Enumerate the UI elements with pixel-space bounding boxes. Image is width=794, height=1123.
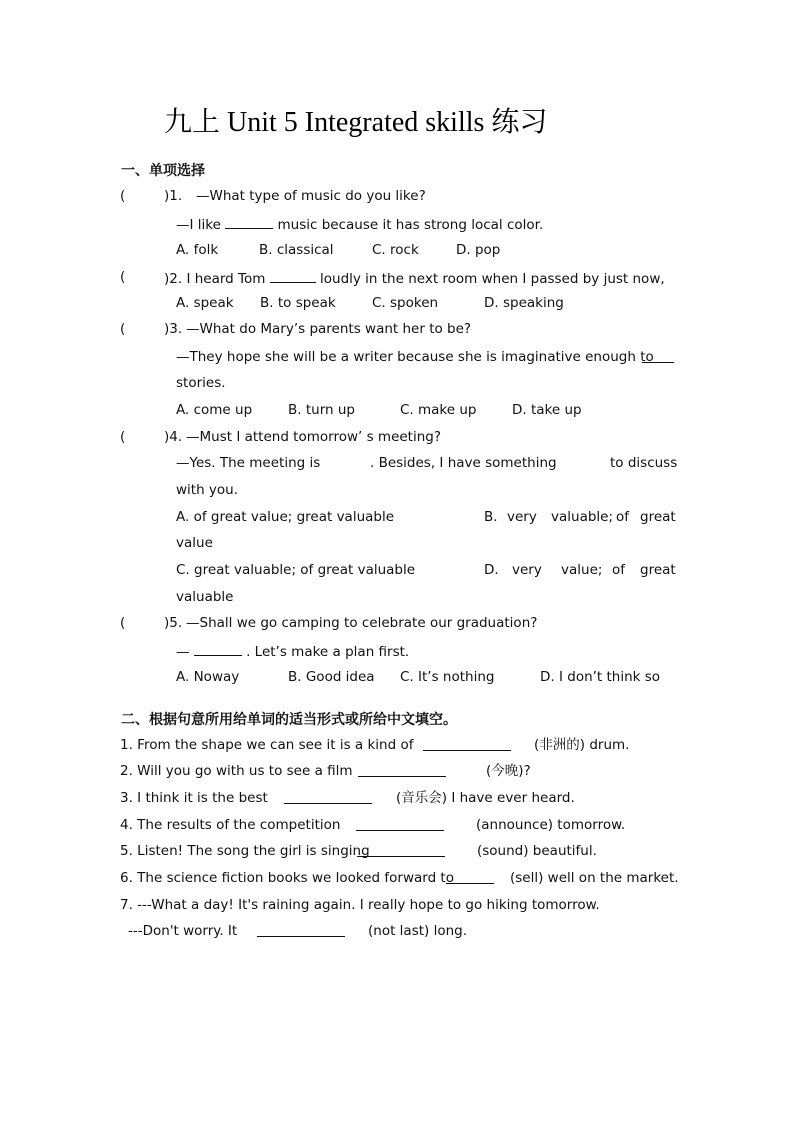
fill-item-3-hint: (音乐会) I have ever heard.	[396, 790, 575, 806]
q4-option-d-cont: valuable	[176, 589, 234, 605]
q1-line2	[176, 215, 543, 233]
q1-option-b: B. classical	[259, 242, 334, 258]
q3-answer-blank[interactable]	[642, 362, 674, 363]
q4-option-d-d: D.	[484, 562, 499, 578]
q1-option-a: A. folk	[176, 242, 219, 258]
q4-option-b-great: great	[640, 509, 676, 525]
fill-item-3-blank[interactable]	[284, 803, 372, 804]
q5-answer-blank[interactable]	[194, 642, 242, 656]
q5-paren: (	[120, 615, 126, 631]
q2-line	[164, 269, 665, 287]
q5-number: )5.	[164, 615, 183, 631]
fill-item-7-text: 7. ---What a day! It's raining again. I really hope to go hiking tomorrow.	[120, 897, 600, 913]
q1-number: )1.	[164, 188, 183, 204]
q4-line2-b: . Besides, I have something	[370, 455, 557, 471]
q1-option-d: D. pop	[456, 242, 501, 258]
q5-option-b: B. Good idea	[288, 669, 375, 685]
q1-option-c: C. rock	[372, 242, 419, 258]
q4-option-d-value: value;	[561, 562, 603, 578]
fill-item-5-text: 5. Listen! The song the girl is singing	[120, 843, 370, 859]
fill-item-1-blank[interactable]	[423, 750, 511, 751]
q4-line3: with you.	[176, 482, 239, 498]
q5-line2-after: . Let’s make a plan first.	[246, 644, 410, 660]
fill-item-6-blank[interactable]	[446, 883, 494, 884]
q4-option-d-great: great	[640, 562, 676, 578]
q3-number: )3.	[164, 321, 183, 337]
q1-paren: (	[120, 188, 126, 204]
q5-dash: —	[176, 644, 190, 660]
page-title: 九上 Unit 5 Integrated skills 练习	[164, 107, 548, 138]
q2-option-d: D. speaking	[484, 295, 564, 311]
q4-option-b-of: of	[616, 509, 630, 525]
fill-item-4-text: 4. The results of the competition	[120, 817, 341, 833]
q5-option-c: C. It’s nothing	[400, 669, 495, 685]
q2-paren: (	[120, 269, 126, 285]
q1-line2-after: music because it has strong local color.	[277, 217, 544, 233]
q4-stem: —Must I attend tomorrow’ s meeting?	[186, 429, 442, 445]
q2-option-a: A. speak	[176, 295, 234, 311]
q3-option-d: D. take up	[512, 402, 582, 418]
q4-paren: (	[120, 429, 126, 445]
q4-option-a: A. of great value; great valuable	[176, 509, 395, 525]
q2-number: )2.	[164, 271, 183, 287]
q4-option-b-b: B.	[484, 509, 498, 525]
q3-line3: stories.	[176, 375, 226, 391]
q2-answer-blank[interactable]	[270, 269, 316, 283]
q3-option-c: C. make up	[400, 402, 477, 418]
fill-item-7-hint: (not last) long.	[368, 923, 468, 939]
q3-line2: —They hope she will be a writer because she is imaginative enough to	[176, 349, 654, 365]
fill-item-2-hint: (今晚)?	[486, 763, 531, 779]
q3-paren: (	[120, 321, 126, 337]
q2-option-c: C. spoken	[372, 295, 439, 311]
q3-stem: —What do Mary’s parents want her to be?	[186, 321, 472, 337]
fill-item-6-text: 6. The science fiction books we looked forward to	[120, 870, 454, 886]
fill-item-2-blank[interactable]	[358, 776, 446, 777]
section-1-heading: 一、单项选择	[121, 163, 205, 179]
q1-answer-blank[interactable]	[225, 215, 273, 229]
fill-item-6-hint: (sell) well on the market.	[510, 870, 679, 886]
q1-line2-before: —I like	[176, 217, 221, 233]
q3-option-a: A. come up	[176, 402, 253, 418]
q4-line2-c: to discuss	[610, 455, 678, 471]
q4-option-b-valuable: valuable;	[551, 509, 614, 525]
q4-option-c: C. great valuable; of great valuable	[176, 562, 416, 578]
section-2-heading: 二、根据句意所用给单词的适当形式或所给中文填空。	[121, 712, 457, 728]
q4-option-b-cont: value	[176, 535, 213, 551]
q2-option-b: B. to speak	[260, 295, 336, 311]
q2-stem-before: I heard Tom	[186, 271, 266, 287]
q2-stem-after: loudly in the next room when I passed by just now,	[320, 271, 665, 287]
q5-option-a: A. Noway	[176, 669, 240, 685]
fill-item-1-hint: (非洲的) drum.	[534, 737, 630, 753]
fill-item-4-hint: (announce) tomorrow.	[476, 817, 626, 833]
fill-item-7-reply: ---Don't worry. It	[128, 923, 238, 939]
fill-item-5-hint: (sound) beautiful.	[477, 843, 597, 859]
q4-option-d-of: of	[612, 562, 626, 578]
q3-option-b: B. turn up	[288, 402, 355, 418]
q1-stem: —What type of music do you like?	[196, 188, 426, 204]
fill-item-2-text: 2. Will you go with us to see a film	[120, 763, 353, 779]
fill-item-3-text: 3. I think it is the best	[120, 790, 268, 806]
q4-option-b-very: very	[507, 509, 537, 525]
fill-item-4-blank[interactable]	[356, 830, 444, 831]
q4-option-d-very: very	[512, 562, 542, 578]
q5-stem: —Shall we go camping to celebrate our graduation?	[186, 615, 538, 631]
q5-option-d: D. I don’t think so	[540, 669, 661, 685]
fill-item-1-text: 1. From the shape we can see it is a kind of	[120, 737, 414, 753]
q5-line2	[176, 642, 409, 660]
fill-item-5-blank[interactable]	[357, 856, 445, 857]
q4-number: )4.	[164, 429, 183, 445]
fill-item-7-blank[interactable]	[257, 936, 345, 937]
q4-line2-a: —Yes. The meeting is	[176, 455, 321, 471]
